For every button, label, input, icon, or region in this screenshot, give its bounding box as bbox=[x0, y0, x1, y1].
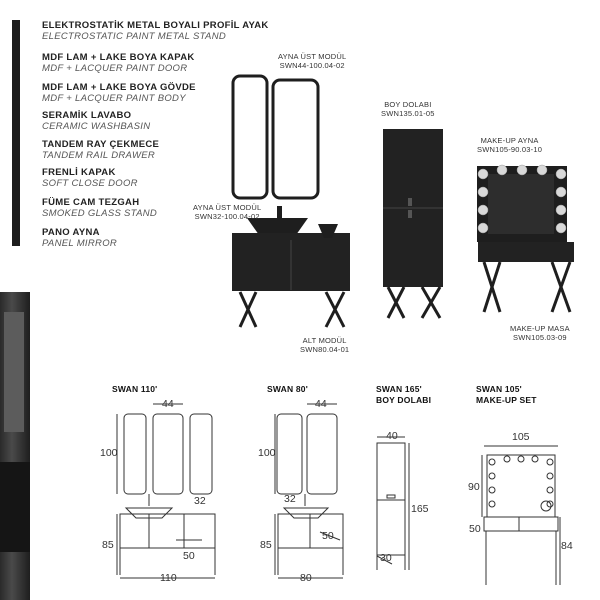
label-code: SWN80.04-01 bbox=[300, 345, 350, 354]
mirror-outline bbox=[153, 414, 183, 494]
cabinet-outline bbox=[120, 514, 215, 548]
bulb-icon bbox=[547, 473, 553, 479]
label-name: MAKE-UP MASA bbox=[510, 324, 570, 333]
bulb-icon bbox=[532, 456, 538, 462]
bulb-icon bbox=[489, 501, 495, 507]
feature-tr: FRENLİ KAPAK bbox=[42, 167, 116, 178]
swan110-drawing bbox=[117, 404, 215, 578]
table-outline bbox=[484, 517, 558, 531]
label-code: SWN32-100.04-02 bbox=[194, 212, 260, 221]
dimension-label: 165 bbox=[411, 503, 429, 515]
dimension-label: 105 bbox=[512, 431, 530, 443]
feature-en: PANEL MIRROR bbox=[42, 238, 118, 249]
drawing-title-line: MAKE-UP SET bbox=[476, 395, 537, 405]
dimension-label: 30 bbox=[380, 552, 392, 564]
cabinet-outline bbox=[377, 443, 405, 555]
feature-tr: PANO AYNA bbox=[42, 227, 100, 238]
dimension-label: 85 bbox=[260, 539, 272, 551]
dimension-label: 100 bbox=[100, 447, 118, 459]
dimension-label: 32 bbox=[284, 493, 296, 505]
dimension-label: 50 bbox=[322, 530, 334, 542]
mirror-outline bbox=[277, 414, 302, 494]
dimension-label: 50 bbox=[183, 550, 195, 562]
drawing-title: SWAN 110' bbox=[112, 384, 158, 394]
mirror-outline bbox=[190, 414, 212, 494]
mirror-knob-icon bbox=[541, 501, 551, 511]
basin-outline bbox=[284, 508, 328, 518]
label-name: AYNA ÜST MODÜL bbox=[278, 52, 347, 61]
dimension-label: 50 bbox=[469, 523, 481, 535]
mirror-outline bbox=[307, 414, 337, 494]
feature-tr: TANDEM RAY ÇEKMECE bbox=[42, 139, 160, 150]
drawing-title bbox=[376, 384, 431, 406]
label-name: AYNA ÜST MODÜL bbox=[193, 203, 262, 212]
dimension-label: 44 bbox=[315, 398, 327, 410]
label-code: SWN105-90.03-10 bbox=[477, 145, 543, 154]
dimension-label: 40 bbox=[386, 430, 398, 442]
feature-en: CERAMIC WASHBASIN bbox=[42, 121, 151, 132]
swan80-drawing bbox=[275, 404, 343, 578]
drawing-title-line: SWAN 105' bbox=[476, 384, 522, 394]
bulb-icon bbox=[547, 459, 553, 465]
label-name: ALT MODÜL bbox=[302, 336, 347, 345]
label-name: MAKE-UP AYNA bbox=[480, 136, 539, 145]
bulb-icon bbox=[489, 459, 495, 465]
feature-en: SMOKED GLASS STAND bbox=[42, 208, 158, 219]
bulb-icon bbox=[489, 473, 495, 479]
handle-outline bbox=[387, 495, 395, 498]
mirror-outline bbox=[487, 455, 555, 517]
bulb-icon bbox=[489, 487, 495, 493]
feature-en: SOFT CLOSE DOOR bbox=[42, 178, 138, 189]
dimension-label: 100 bbox=[258, 447, 276, 459]
feature-en: MDF + LACQUER PAINT DOOR bbox=[42, 63, 188, 74]
dimension-label: 85 bbox=[102, 539, 114, 551]
label-code: SWN135.01-05 bbox=[381, 109, 435, 118]
dimension-label: 84 bbox=[561, 540, 573, 552]
label-code: SWN44-100.04-02 bbox=[279, 61, 345, 70]
feature-tr: MDF LAM + LAKE BOYA GÖVDE bbox=[42, 82, 196, 93]
feature-tr: MDF LAM + LAKE BOYA KAPAK bbox=[42, 52, 195, 63]
mirror-outline bbox=[124, 414, 146, 494]
swan165-drawing bbox=[377, 437, 409, 570]
bulb-icon bbox=[504, 456, 510, 462]
feature-en: TANDEM RAIL DRAWER bbox=[42, 150, 156, 161]
dimension-label: 32 bbox=[194, 495, 206, 507]
feature-tr: FÜME CAM TEZGAH bbox=[42, 197, 140, 208]
feature-en: MDF + LACQUER PAINT BODY bbox=[42, 93, 186, 104]
swan105-drawing bbox=[482, 446, 560, 585]
feature-en: ELECTROSTATIC PAINT METAL STAND bbox=[42, 31, 227, 42]
label-code: SWN105.03-09 bbox=[513, 333, 567, 342]
feature-tr: SERAMİK LAVABO bbox=[42, 110, 132, 121]
dimension-label: 110 bbox=[160, 572, 177, 584]
drawing-title-line: BOY DOLABI bbox=[376, 395, 432, 405]
drawing-title-line: SWAN 165' bbox=[376, 384, 422, 394]
bulb-icon bbox=[518, 456, 524, 462]
drawing-title bbox=[476, 384, 537, 406]
label-name: BOY DOLABI bbox=[384, 100, 432, 109]
feature-tr: ELEKTROSTATİK METAL BOYALI PROFİL AYAK bbox=[42, 20, 269, 31]
dimension-label: 90 bbox=[468, 481, 480, 493]
drawing-title: SWAN 80' bbox=[267, 384, 308, 394]
dimension-label: 44 bbox=[162, 398, 174, 410]
bulb-icon bbox=[547, 487, 553, 493]
dimension-label: 80 bbox=[300, 572, 312, 584]
